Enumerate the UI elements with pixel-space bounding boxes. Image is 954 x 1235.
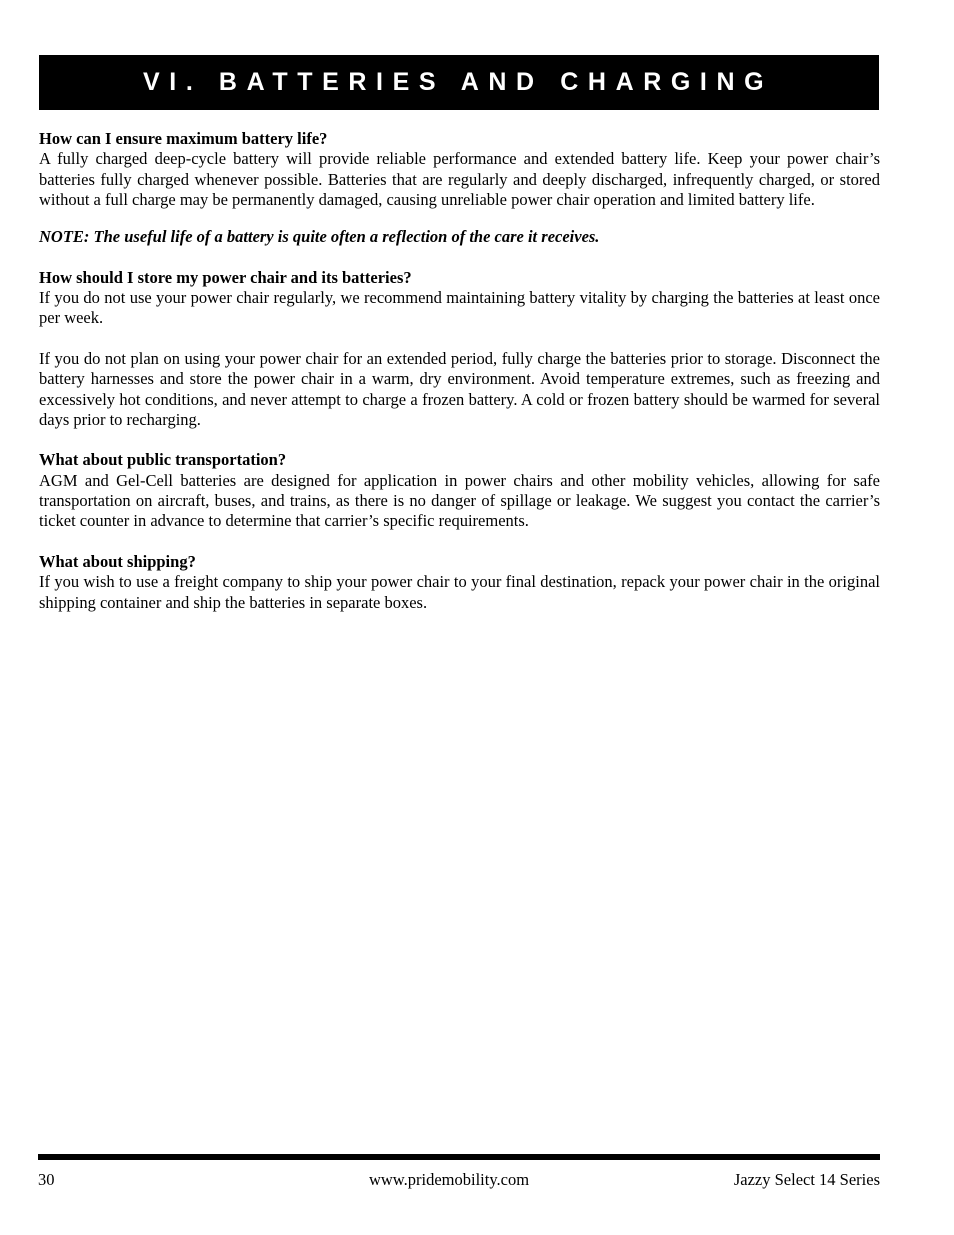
- section-question: What about public transportation?: [39, 450, 287, 470]
- section-paragraph: A fully charged deep-cycle battery will provide reliable performance and extended battery life. Keep your power chair’s batteries fully charged whenever possible. Batteries that are regularly and deeply discharged, infrequently charged, or stored without a full charge may be permanently damaged, causing unreliable power chair operation and limited battery life.: [39, 149, 880, 209]
- care-note: NOTE: The useful life of a battery is quite often a reflection of the care it receives.: [39, 227, 600, 247]
- section-storage: [39, 268, 880, 430]
- section-title: VI. BATTERIES AND CHARGING: [143, 68, 774, 96]
- page-footer: [38, 1170, 880, 1192]
- section-public-transportation: [39, 450, 880, 531]
- section-header-bar: [39, 55, 879, 110]
- section-question: How can I ensure maximum battery life?: [39, 129, 328, 148]
- footer-url: www.pridemobility.com: [368, 1170, 530, 1189]
- section-battery-life: [39, 129, 880, 247]
- document-body: [39, 129, 880, 633]
- section-paragraph: If you wish to use a freight company to ship your power chair to your final destination, repack your power chair in the original shipping container and ship the batteries in separate boxes.: [39, 572, 880, 612]
- page-number: 30: [38, 1170, 55, 1189]
- section-question: How should I store my power chair and its batteries?: [39, 267, 412, 287]
- section-question: What about shipping?: [39, 551, 196, 571]
- section-paragraph: AGM and Gel-Cell batteries are designed for application in power chairs and other mobility vehicles, allowing for safe transportation on aircraft, buses, and trains, as there is no danger of spillage or leakage. We suggest you contact the carrier’s ticket counter in advance to determine that carrier’s specific requirements.: [39, 470, 880, 531]
- section-shipping: [39, 552, 880, 613]
- section-paragraph: If you do not use your power chair regularly, we recommend maintaining battery vitality by charging the batteries at least once per week.: [39, 288, 880, 328]
- section-paragraph: If you do not plan on using your power chair for an extended period, fully charge the batteries prior to storage. Disconnect the battery harnesses and store the power chair in a warm, dry environment. Avoid temperature extremes, such as freezing and excessively hot conditions, and never attempt to charge a frozen battery. A cold or frozen battery should be warmed for several days prior to recharging.: [39, 348, 880, 429]
- product-series: Jazzy Select 14 Series: [733, 1170, 880, 1189]
- footer-divider: [38, 1154, 880, 1160]
